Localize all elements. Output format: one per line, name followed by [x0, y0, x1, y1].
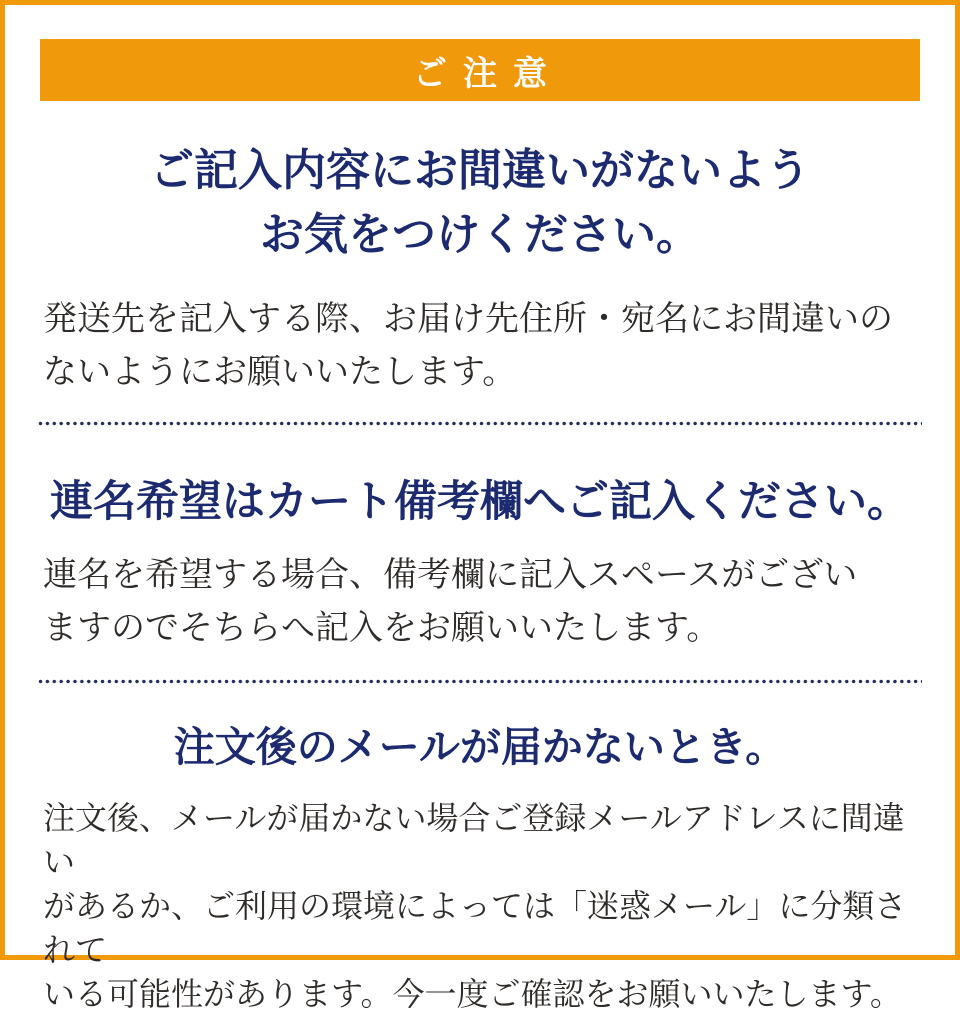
section-joint-name: [5, 471, 955, 655]
dotted-divider: [38, 421, 922, 426]
section-entry-check: [5, 139, 955, 399]
body-line: 発送先を記入する際、お届け先住所・宛名にお間違いの: [43, 293, 917, 346]
heading-line: ご記入内容にお間違いがないよう: [5, 139, 955, 203]
section-entry-check-heading: [5, 139, 955, 267]
body-line: 注文後、メールが届かない場合ご登録メールアドレスに間違い: [43, 796, 917, 884]
heading-line: 連名希望はカート備考欄へご記入ください。: [5, 471, 955, 533]
heading-line: 注文後のメールが届かないとき。: [5, 718, 955, 777]
section-entry-check-body: [43, 293, 917, 399]
section-mail-not-received-body: [43, 796, 917, 1016]
body-line: 連名を希望する場合、備考欄に記入スペースがござい: [43, 549, 917, 602]
body-line: いる可能性があります。今一度ご確認をお願いいたします。: [43, 972, 917, 1016]
dotted-divider: [38, 679, 922, 684]
heading-line: お気をつけください。: [5, 203, 955, 267]
notice-banner: [40, 39, 920, 101]
notice-banner-label: ご注意: [397, 46, 563, 95]
section-mail-not-received: [5, 718, 955, 1016]
body-line: ますのでそちらへ記入をお願いいたします。: [43, 602, 917, 655]
body-line: ないようにお願いいたします。: [43, 346, 917, 399]
section-joint-name-body: [43, 549, 917, 655]
section-mail-not-received-heading: [5, 718, 955, 777]
section-joint-name-heading: [5, 471, 955, 533]
body-line: があるか、ご利用の環境によっては「迷惑メール」に分類されて: [43, 884, 917, 972]
